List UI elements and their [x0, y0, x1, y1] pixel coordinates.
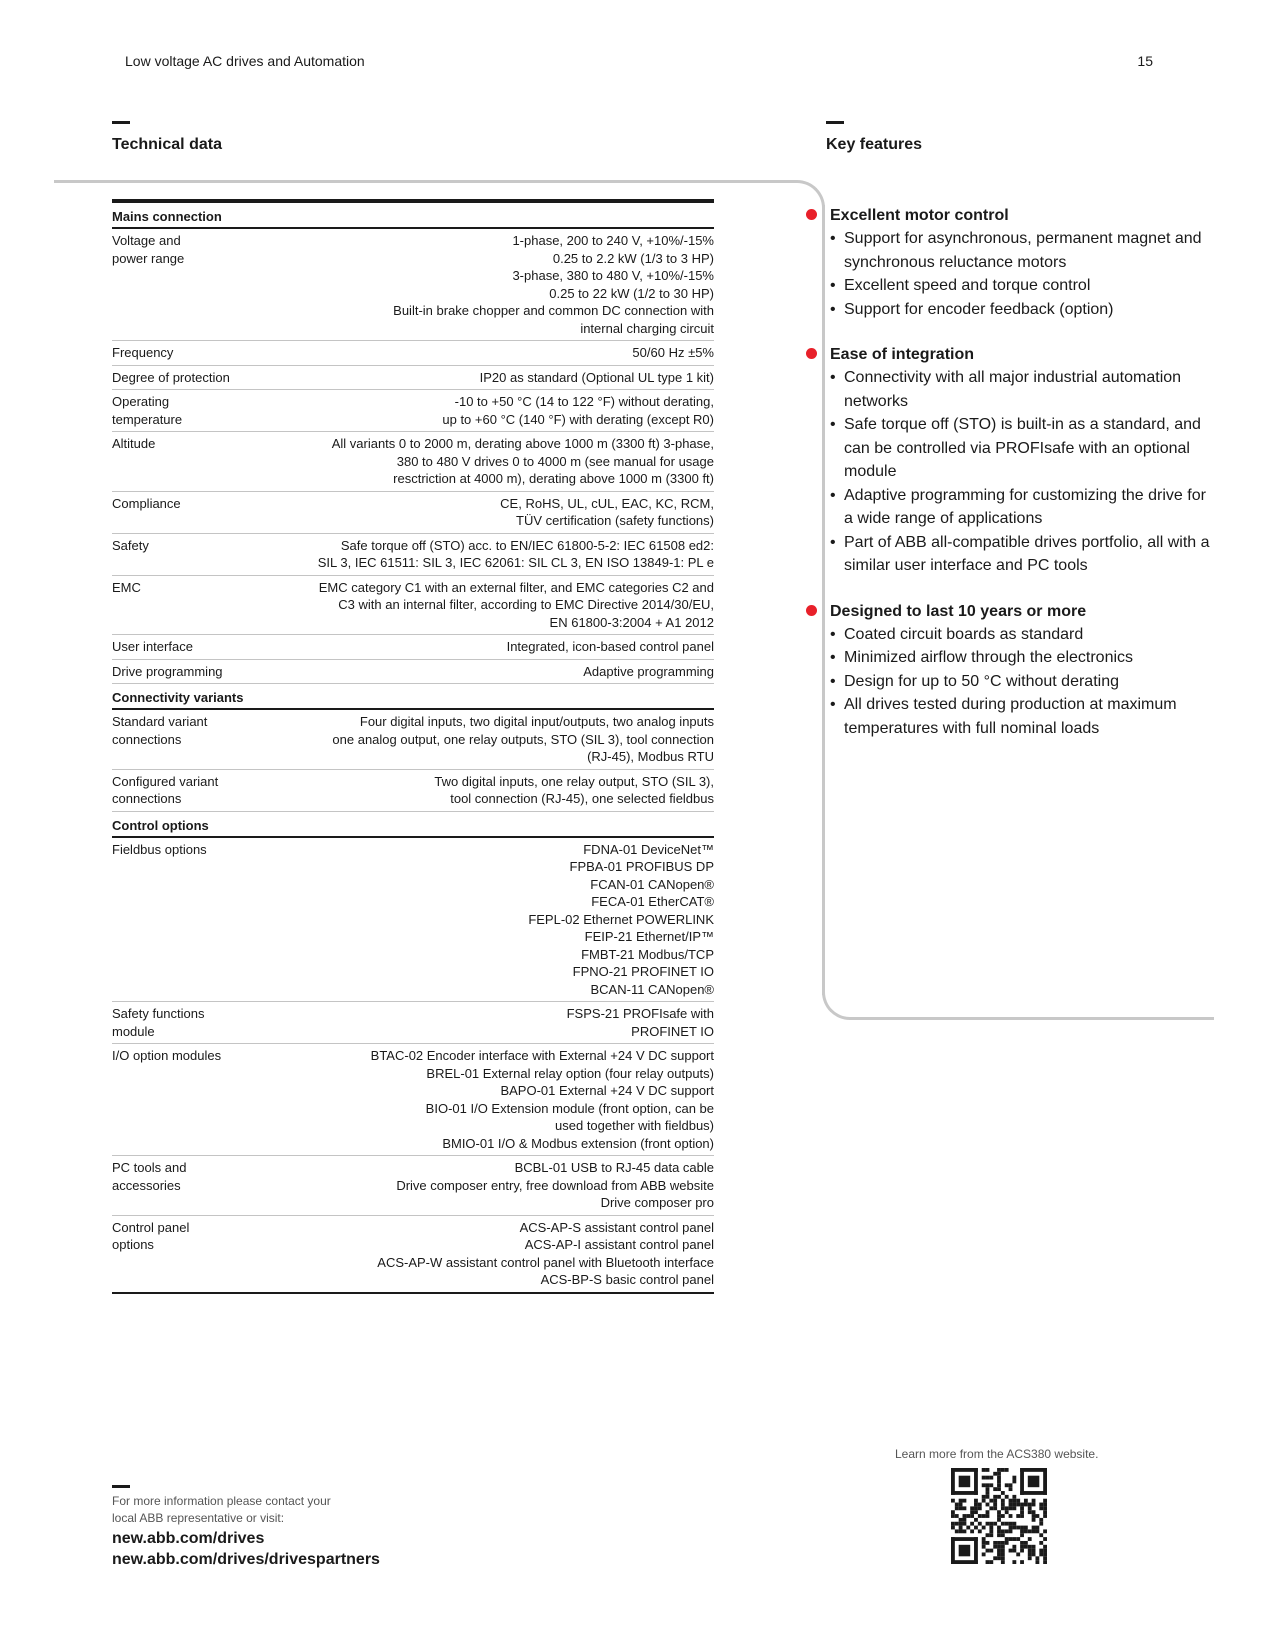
- row-label-line: Compliance: [112, 495, 181, 511]
- table-row: [112, 366, 714, 391]
- technical-data-title: Technical data: [112, 136, 222, 153]
- row-label-line: connections: [112, 731, 182, 747]
- bullet-dot-icon: [806, 348, 817, 359]
- feature-items: [830, 227, 1210, 321]
- row-label-line: PC tools and: [112, 1160, 187, 1175]
- row-label-line: temperature: [112, 411, 183, 427]
- row-value-line: resctriction at 4000 m), derating above 1000 m (3300 ft): [393, 471, 714, 486]
- table-row: [112, 1216, 714, 1294]
- row-value-line: ACS-AP-I assistant control panel: [524, 1237, 714, 1252]
- table-row: [112, 1044, 714, 1156]
- row-value-line: FSPS-21 PROFIsafe with: [566, 1006, 714, 1021]
- feature-group-title: Excellent motor control: [830, 207, 1009, 224]
- key-features-title: Key features: [826, 136, 923, 153]
- row-value: [272, 232, 714, 337]
- feature-group-title: Ease of integration: [830, 346, 975, 363]
- table-row: [112, 710, 714, 770]
- row-value-line: used together with fieldbus): [555, 1118, 714, 1133]
- row-value-line: BAPO-01 External +24 V DC support: [500, 1083, 714, 1098]
- row-value: [272, 393, 714, 428]
- row-value-line: 3-phase, 380 to 480 V, +10%/-15%: [512, 268, 714, 283]
- table-row: [112, 1156, 714, 1216]
- feature-items: [830, 366, 1210, 578]
- row-value-line: BCBL-01 USB to RJ-45 data cable: [514, 1160, 714, 1175]
- feature-item: • Support for asynchronous, permanent magnet and synchronous reluctance motors: [830, 227, 1210, 274]
- row-value-line: FPNO-21 PROFINET IO: [572, 964, 714, 979]
- row-value-line: FCAN-01 CANopen®: [590, 876, 714, 892]
- row-value-line: Built-in brake chopper and common DC connection with: [393, 303, 714, 318]
- row-value-line: BCAN-11 CANopen®: [590, 981, 714, 997]
- row-value: [272, 1159, 714, 1212]
- row-value: [272, 537, 714, 572]
- row-label: [112, 841, 272, 999]
- row-value-line: CE, RoHS, UL, cUL, EAC, KC, RCM,: [500, 495, 714, 511]
- row-value-line: PROFINET IO: [631, 1023, 714, 1039]
- qr-caption: Learn more from the ACS380 website.: [895, 1447, 1099, 1461]
- row-label: [112, 393, 272, 428]
- table-row: [112, 635, 714, 660]
- row-label: [112, 1219, 272, 1289]
- row-label-line: Fieldbus options: [112, 841, 207, 857]
- row-label: [112, 495, 272, 530]
- table-row: [112, 390, 714, 432]
- row-label-line: I/O option modules: [112, 1048, 222, 1063]
- row-value-line: FMBT-21 Modbus/TCP: [581, 946, 714, 962]
- row-value-line: BREL-01 External relay option (four relay outputs): [426, 1065, 714, 1081]
- bullet-dot-icon: [806, 209, 817, 220]
- qr-code-icon[interactable]: [951, 1468, 1047, 1564]
- feature-group: [830, 343, 1210, 578]
- row-value-line: Drive composer entry, free download from ABB website: [396, 1177, 714, 1193]
- row-value-line: tool connection (RJ-45), one selected fieldbus: [450, 791, 714, 806]
- feature-item: • All drives tested during production at maximum temperatures with full nominal loads: [830, 693, 1210, 740]
- row-label-line: Safety: [112, 537, 149, 553]
- row-value-line: FDNA-01 DeviceNet™: [583, 841, 714, 857]
- row-value-line: BMIO-01 I/O & Modbus extension (front option): [442, 1135, 714, 1151]
- frame-corner: [795, 180, 825, 210]
- row-label-line: power range: [112, 250, 185, 266]
- row-value-line: BTAC-02 Encoder interface with External +24 V DC support: [370, 1048, 714, 1063]
- table-section-heading: Control options: [112, 812, 714, 838]
- row-value: [272, 579, 714, 632]
- row-value-line: FPBA-01 PROFIBUS DP: [569, 859, 714, 874]
- table-row: [112, 576, 714, 636]
- row-value-line: TÜV certification (safety functions): [516, 513, 714, 528]
- row-label-line: Degree of protection: [112, 369, 230, 385]
- row-value-line: FECA-01 EtherCAT®: [591, 894, 714, 909]
- table-row: [112, 229, 714, 341]
- row-value-line: FEPL-02 Ethernet POWERLINK: [528, 911, 714, 927]
- row-label: [112, 1159, 272, 1212]
- row-label: [112, 579, 272, 632]
- bullet-dot-icon: [806, 605, 817, 616]
- row-label-line: User interface: [112, 639, 193, 654]
- table-row: [112, 341, 714, 366]
- key-features-list: [830, 204, 1210, 762]
- row-value-line: SIL 3, IEC 61511: SIL 3, IEC 62061: SIL CL 3, EN ISO 13849-1: PL e: [317, 555, 714, 570]
- row-value-line: Integrated, icon-based control panel: [506, 639, 714, 654]
- row-value-line: -10 to +50 °C (14 to 122 °F) without derating,: [454, 394, 714, 409]
- table-row: [112, 432, 714, 492]
- row-value-line: internal charging circuit: [580, 320, 714, 336]
- row-label-line: accessories: [112, 1177, 181, 1193]
- frame-line: [849, 1017, 1214, 1020]
- row-label-line: EMC: [112, 579, 141, 595]
- table-row: [112, 838, 714, 1003]
- row-value-line: IP20 as standard (Optional UL type 1 kit): [479, 369, 714, 385]
- row-value-line: 380 to 480 V drives 0 to 4000 m (see manual for usage: [396, 453, 714, 469]
- row-value: [272, 435, 714, 488]
- row-label: [112, 1005, 272, 1040]
- row-value-line: Drive composer pro: [600, 1195, 714, 1210]
- row-label: [112, 663, 272, 681]
- feature-item: • Design for up to 50 °C without derating: [830, 670, 1210, 694]
- row-value-line: ACS-AP-S assistant control panel: [519, 1219, 714, 1235]
- row-value-line: BIO-01 I/O Extension module (front option, can be: [425, 1100, 714, 1116]
- row-label-line: module: [112, 1023, 155, 1039]
- row-value-line: EMC category C1 with an external filter, and EMC categories C2 and: [318, 579, 714, 595]
- row-label: [112, 1047, 272, 1152]
- row-value-line: 50/60 Hz ±5%: [632, 345, 714, 360]
- row-value-line: FEIP-21 Ethernet/IP™: [584, 929, 714, 944]
- table-row: [112, 492, 714, 534]
- row-label-line: Frequency: [112, 345, 174, 360]
- row-value-line: Safe torque off (STO) acc. to EN/IEC 61800-5-2: IEC 61508 ed2:: [340, 537, 714, 553]
- row-value-line: (RJ-45), Modbus RTU: [587, 749, 714, 764]
- frame-corner: [822, 990, 852, 1020]
- row-label-line: Safety functions: [112, 1006, 205, 1021]
- page-number: 15: [1137, 53, 1153, 69]
- technical-data-table: [112, 199, 714, 1294]
- row-label: [112, 344, 272, 362]
- section-dash: [112, 121, 130, 124]
- feature-group: [830, 204, 1210, 321]
- row-label-line: Configured variant: [112, 773, 219, 789]
- table-section-heading: Connectivity variants: [112, 684, 714, 710]
- row-value-line: All variants 0 to 2000 m, derating above 1000 m (3300 ft) 3-phase,: [331, 436, 714, 451]
- feature-item: • Coated circuit boards as standard: [830, 623, 1210, 647]
- row-value-line: ACS-AP-W assistant control panel with Bluetooth interface: [377, 1254, 714, 1270]
- feature-item: • Adaptive programming for customizing the drive for a wide range of applications: [830, 484, 1210, 531]
- feature-item: • Connectivity with all major industrial automation networks: [830, 366, 1210, 413]
- table-row: [112, 660, 714, 685]
- table-row: [112, 770, 714, 812]
- row-value-line: EN 61800-3:2004 + A1 2012: [549, 614, 714, 630]
- feature-items: [830, 623, 1210, 741]
- row-value-line: Four digital inputs, two digital input/outputs, two analog inputs: [359, 714, 714, 729]
- row-value-line: Adaptive programming: [583, 663, 714, 679]
- feature-item: • Minimized airflow through the electronics: [830, 646, 1210, 670]
- row-value: [272, 495, 714, 530]
- row-label-line: Standard variant: [112, 714, 208, 729]
- row-label: [112, 435, 272, 488]
- row-value: [272, 344, 714, 362]
- row-value-line: up to +60 °C (140 °F) with derating (except R0): [442, 411, 714, 427]
- feature-item: • Part of ABB all-compatible drives portfolio, all with a similar user interface and PC tools: [830, 531, 1210, 578]
- feature-item: • Support for encoder feedback (option): [830, 298, 1210, 322]
- feature-item: • Safe torque off (STO) is built-in as a standard, and can be controlled via PROFIsafe with an optional module: [830, 413, 1210, 484]
- section-dash: [826, 121, 844, 124]
- row-value-line: one analog output, one relay outputs, STO (SIL 3), tool connection: [332, 731, 714, 747]
- row-value-line: 0.25 to 22 kW (1/2 to 30 HP): [549, 285, 714, 301]
- row-label-line: connections: [112, 791, 182, 806]
- row-value: [272, 1047, 714, 1152]
- row-label-line: Operating: [112, 394, 170, 409]
- row-value-line: C3 with an internal filter, according to EMC Directive 2014/30/EU,: [338, 597, 714, 612]
- row-label-line: Voltage and: [112, 233, 181, 248]
- row-value-line: ACS-BP-S basic control panel: [540, 1272, 714, 1287]
- frame-line: [54, 180, 796, 183]
- row-label: [112, 713, 272, 766]
- row-value: [272, 1005, 714, 1040]
- row-value: [272, 638, 714, 656]
- table-row: [112, 534, 714, 576]
- row-label-line: Altitude: [112, 436, 156, 451]
- row-label-line: options: [112, 1237, 154, 1252]
- row-value: [272, 1219, 714, 1289]
- row-value-line: 1-phase, 200 to 240 V, +10%/-15%: [512, 233, 714, 248]
- row-value: [272, 773, 714, 808]
- feature-group: [830, 600, 1210, 741]
- row-label: [112, 369, 272, 387]
- row-label-line: Control panel: [112, 1219, 190, 1235]
- document-title: Low voltage AC drives and Automation: [125, 53, 365, 69]
- table-row: [112, 1002, 714, 1044]
- row-label: [112, 537, 272, 572]
- row-value-line: 0.25 to 2.2 kW (1/3 to 3 HP): [552, 250, 714, 266]
- row-label: [112, 638, 272, 656]
- footer-dash: [112, 1485, 130, 1488]
- drives-link[interactable]: new.abb.com/drives: [112, 1530, 265, 1547]
- row-value: [272, 713, 714, 766]
- frame-line: [822, 205, 825, 995]
- row-label: [112, 232, 272, 337]
- feature-item: • Excellent speed and torque control: [830, 274, 1210, 298]
- row-value: [272, 369, 714, 387]
- contact-text: For more information please contact your local ABB representative or visit:: [112, 1494, 331, 1525]
- row-value-line: Two digital inputs, one relay output, STO (SIL 3),: [434, 773, 714, 789]
- row-value: [272, 663, 714, 681]
- drives-partners-link[interactable]: new.abb.com/drives/drivespartners: [112, 1551, 380, 1568]
- row-label: [112, 773, 272, 808]
- row-label-line: Drive programming: [112, 663, 223, 679]
- table-section-heading: Mains connection: [112, 203, 714, 229]
- row-value: [272, 841, 714, 999]
- feature-group-title: Designed to last 10 years or more: [830, 602, 1087, 620]
